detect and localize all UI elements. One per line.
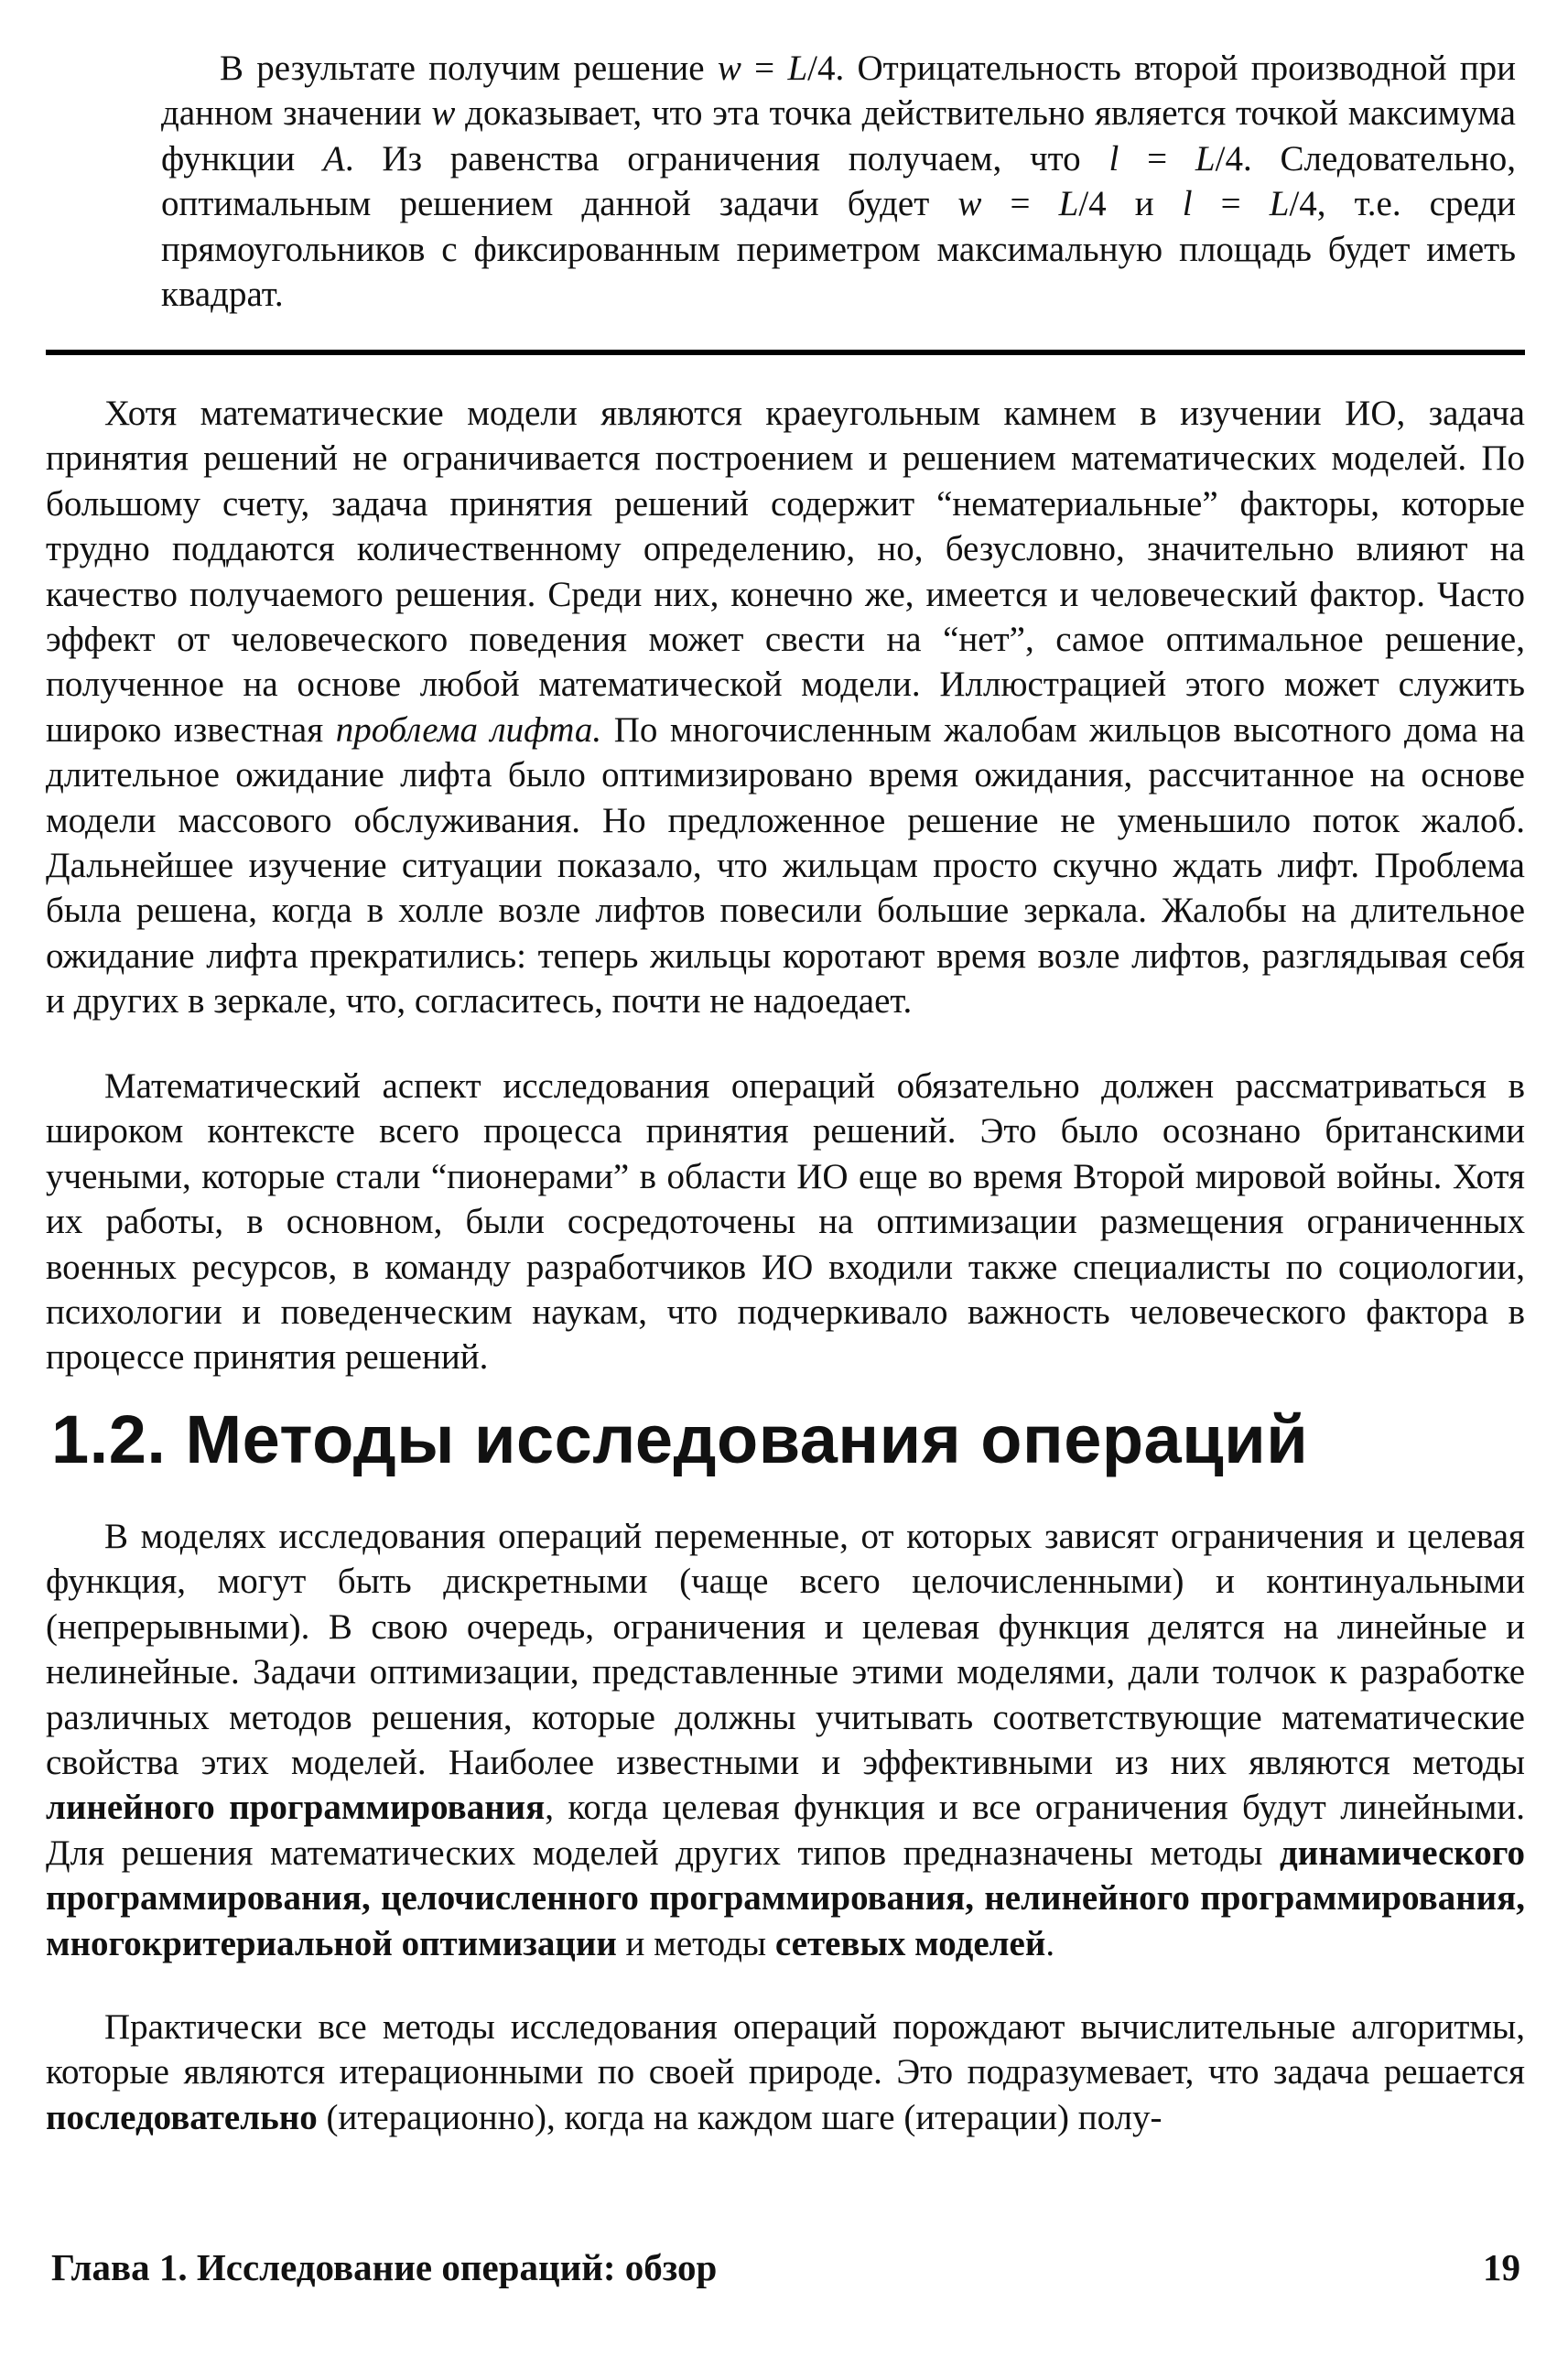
italic-term-elevator-problem: проблема лифта. [335, 709, 602, 750]
variable-w: w [431, 93, 456, 134]
variable-L: L [1195, 138, 1216, 178]
text-run: В моделях исследования операций переменные, от которых зависят ограничения и целевая функция, могут быть дискретными (чаще всего целочисленными) и континуальными (непрерывными). В свою очередь, ограничения и целевая функция делятся на линейные и нелинейные. Задачи оптимизации, представленные этими моделями, дали толчок к разработке различных методов решения, которые должны учитывать соответствующие математические свойства этих моделей. Наиболее известными и эффективными из них являются методы [46, 1517, 1525, 1783]
text-run: = [1192, 184, 1270, 224]
bold-term-sequential: последовательно [46, 2097, 318, 2137]
text-run: Практически все методы исследования операций порождают вычислительные алгоритмы, которые являются итерационными по своей природе. Это подразумевает, что задача решается [46, 2007, 1525, 2092]
variable-w: w [957, 184, 982, 224]
text-run: и методы [616, 1923, 775, 1963]
text-run: По многочисленным жалобам жильцов высотного дома на длительное ожидание лифта было оптимизировано время ожидания, рассчитанное на основе модели массового обслуживания. Но предложенное решение не уменьшило поток жалоб. Дальнейшее изучение ситуации показало, что жильцам просто скучно ждать лифт. Проблема была решена, когда в холле возле лифтов повесили большие зеркала. Жалобы на длительное ожидание лифта прекратились: теперь жильцы коротают время возле лифтов, разглядывая себя и других в зеркале, что, согласитесь, почти не надоедает. [46, 709, 1525, 1022]
bold-term-methods-list: динамического программирования, целочисленного программирования, нелинейного программирования, многокритериальной оптимизации [46, 1833, 1525, 1963]
body-paragraph-iterative [46, 2005, 1525, 2140]
text-run: /4. Следовательно, оптимальным решением данной задачи будет [161, 138, 1517, 224]
section-heading: 1.2. Методы исследования операций [51, 1401, 1309, 1477]
variable-L: L [1269, 184, 1290, 224]
variable-w: w [717, 49, 741, 88]
text-run: (итерационно), когда на каждом шаге (итерации) полу- [317, 2097, 1162, 2137]
text-run: = [741, 49, 788, 88]
text-run: Математический аспект исследования операций обязательно должен рассматриваться в широком контексте всего процесса принятия решений. Это было осознано британскими учеными, которые стали “пионерами” в области ИО еще во время Второй мировой войны. Хотя их работы, в основном, были сосредоточены на оптимизации размещения ограниченных военных ресурсов, в команду разработчиков ИО входили также специалисты по социологии, психологии и поведенческим наукам, что подчеркивало важность человеческого фактора в процессе принятия решений. [46, 1066, 1525, 1378]
body-paragraph-methods [46, 1514, 1525, 1966]
text-run: , когда целевая функция и все ограничения будут линейными. Для решения математических моделей других типов предназначены методы [46, 1788, 1525, 1873]
text-run: /4. Отрицательность второй производной при данном значении [161, 49, 1516, 134]
example-end-divider [46, 350, 1525, 355]
variable-A: A [323, 138, 345, 178]
bold-term-linear-programming: линейного программирования [46, 1788, 546, 1828]
text-run: = [981, 184, 1059, 224]
body-paragraph-human-factor [46, 391, 1525, 1024]
variable-l: l [1108, 138, 1119, 178]
text-run: = [1119, 138, 1195, 178]
variable-L: L [787, 49, 808, 88]
running-footer-chapter: Глава 1. Исследование операций: обзор [51, 2246, 718, 2288]
text-run: Хотя математические модели являются краеугольным камнем в изучении ИО, задача принятия решений не ограничивается построением и решением математических моделей. По большому счету, задача принятия решений содержит “нематериальные” факторы, которые трудно поддаются количественному определению, но, безусловно, значительно влияют на качество получаемого решения. Среди них, конечно же, имеется и человеческий фактор. Часто эффект от человеческого поведения может свести на “нет”, самое оптимальное решение, полученное на основе любой математической модели. Иллюстрацией этого может служить широко известная [46, 394, 1525, 750]
text-run: /4 и [1078, 184, 1183, 224]
body-paragraph-math-aspect [46, 1064, 1525, 1380]
text-run: доказывает, что эта точка действительно является точкой максимума функции [161, 93, 1516, 178]
text-run: . Из равенства ограничения получаем, что [344, 138, 1109, 178]
bold-term-network-models: сетевых моделей [774, 1923, 1046, 1963]
page-number: 19 [1483, 2246, 1520, 2288]
variable-L: L [1058, 184, 1079, 224]
text-run: В результате получим решение [220, 49, 718, 88]
variable-l: l [1182, 184, 1193, 224]
text-run: /4, т.е. среди прямоугольников с фиксированным периметром максимальную площадь будет иметь квадрат. [161, 184, 1516, 315]
text-run: . [1045, 1923, 1055, 1963]
example-conclusion-paragraph [161, 46, 1516, 317]
